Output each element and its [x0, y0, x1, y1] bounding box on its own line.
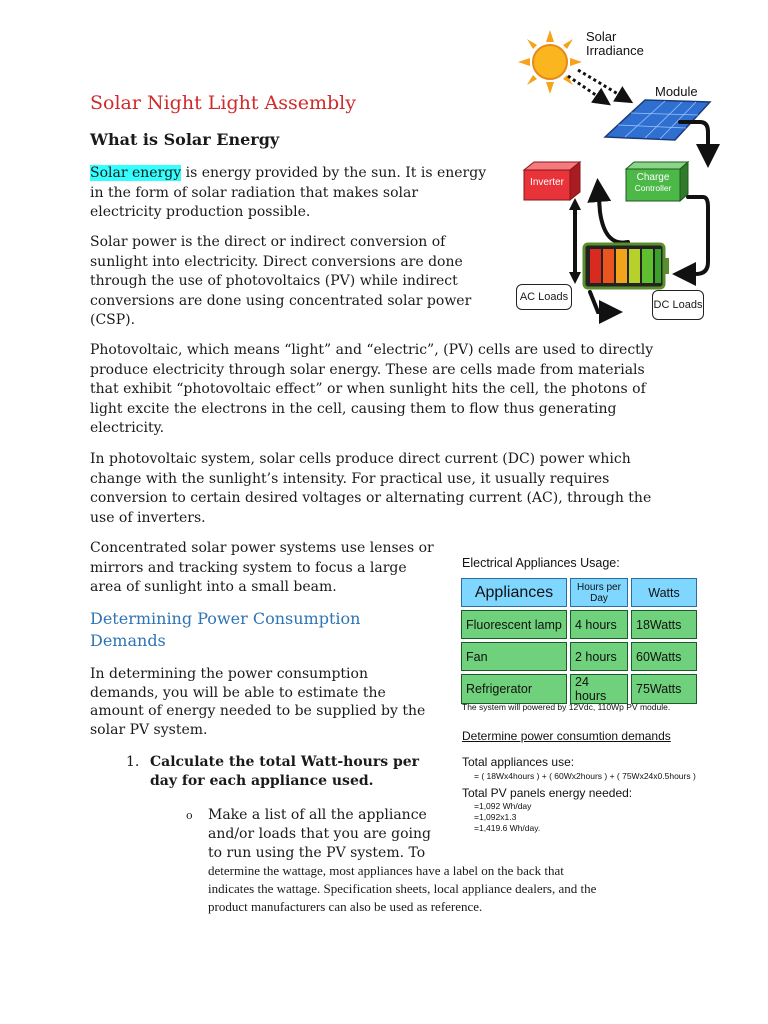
cell-appliance: Fluorescent lamp — [461, 610, 567, 639]
diagram-graphics — [510, 22, 720, 327]
header-watts: Watts — [631, 578, 697, 607]
paragraph-determining: In determining the power consumption demands, you will be able to estimate the amount of energy needed to be supplied by the solar PV system. — [90, 666, 426, 738]
table-caption: Electrical Appliances Usage: — [462, 556, 620, 570]
system-note: The system will powered by 12Vdc, 110Wp PV module. — [462, 702, 671, 712]
table-header-row — [461, 578, 697, 607]
header-appliances: Appliances — [461, 578, 567, 607]
page-title: Solar Night Light Assembly — [90, 92, 356, 114]
pv-energy-label: Total PV panels energy needed: — [462, 786, 633, 800]
sun-icon — [518, 30, 582, 94]
paragraph-solar-power: Solar power is the direct or indirect conversion of sunlight into electricity. Direct conversions are done through the use of photovoltaics (PV) while indirect conversions are done using concentrated solar power (CSP). — [90, 234, 472, 329]
header-hours: Hours per Day — [570, 578, 628, 607]
ac-loads-box: AC Loads — [516, 284, 572, 310]
section-heading-power-consumption: Determining Power Consumption Demands — [90, 609, 361, 650]
table-row — [461, 674, 697, 704]
section-heading-solar-energy: What is Solar Energy — [90, 130, 280, 149]
dc-loads-box: DC Loads — [652, 290, 704, 320]
highlighted-term: Solar energy — [90, 165, 182, 181]
cell-hours: 24 hours — [570, 674, 628, 704]
cell-watts: 18Watts — [631, 610, 697, 639]
cell-watts: 75Watts — [631, 674, 697, 704]
solar-system-diagram — [510, 22, 720, 327]
bullet-marker: o — [186, 809, 193, 822]
paragraph-photovoltaic: Photovoltaic, which means “light” and “electric”, (PV) cells are used to directly produce electricity through solar energy. These are cells made from materials that exhibit “photovoltaic effect” or when sunlight hits the cell, the photons of light excite the electrons in the cell, causing them to flow thus generating electricity. — [90, 342, 654, 437]
total-formula: = ( 18Wx4hours ) + ( 60Wx2hours ) + ( 75Wx24x0.5hours ) — [474, 771, 696, 781]
cell-appliance: Fan — [461, 642, 567, 671]
appliances-table — [458, 575, 700, 707]
table-row — [461, 642, 697, 671]
irradiance-arrows-icon — [568, 70, 628, 102]
calc-subtitle: Determine power consumtion demands — [462, 729, 671, 743]
battery-icon — [584, 244, 669, 288]
paragraph-wattage-note: determine the wattage, most appliances have a label on the back that indicates the wattage. Specification sheets, local appliance dealers, and the product manufacturers can also be used as reference. — [208, 863, 597, 914]
paragraph-concentrated: Concentrated solar power systems use lenses or mirrors and tracking system to focus a large area of sunlight into a small beam. — [90, 540, 434, 596]
inverter-label: Inverter — [530, 177, 564, 188]
numbered-list-item: 1. Calculate the total Watt-hours per day for each appliance used. — [126, 754, 420, 789]
cell-watts: 60Watts — [631, 642, 697, 671]
table-row — [461, 610, 697, 639]
charge-controller-label: Charge Controller — [634, 172, 672, 193]
cell-hours: 2 hours — [570, 642, 628, 671]
cell-hours: 4 hours — [570, 610, 628, 639]
list-number: 1. — [126, 754, 140, 770]
module-label: Module — [655, 84, 698, 99]
solar-irradiance-label: Solar Irradiance — [586, 29, 644, 58]
cell-appliance: Refrigerator — [461, 674, 567, 704]
bullet-list-item: o Make a list of all the appliance and/or loads that you are going to run using the PV system. To — [186, 807, 431, 861]
pv-energy-lines: =1,092 Wh/day =1,092x1.3 =1,419.6 Wh/day. — [474, 801, 541, 833]
paragraph-pv-system: In photovoltaic system, solar cells produce direct current (DC) power which change with the sunlight’s intensity. For practical use, it usually requires conversion to certain desired voltages or alternating current (AC), through the use of inverters. — [90, 451, 652, 526]
paragraph-solar-energy: Solar energy is energy provided by the sun. It is energy in the form of solar radiation that makes solar electricity production possible. — [90, 165, 487, 221]
total-appliances-label: Total appliances use: — [462, 755, 575, 769]
